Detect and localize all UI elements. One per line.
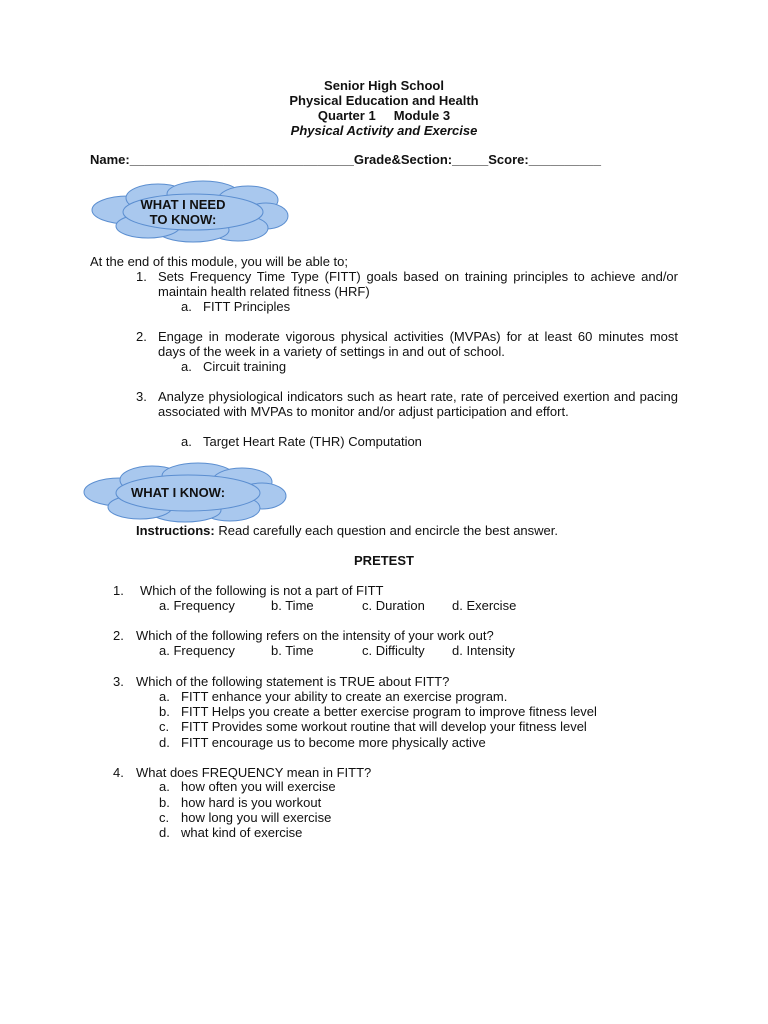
subject-title: Physical Education and Health bbox=[289, 93, 479, 108]
option[interactable]: d. Exercise bbox=[452, 598, 517, 613]
option[interactable]: d. Intensity bbox=[452, 643, 515, 658]
cloud-label-line1: WHAT I NEED bbox=[140, 197, 226, 212]
question-number: 3. bbox=[113, 674, 124, 689]
answer-options bbox=[0, 598, 768, 613]
option[interactable]: c. Duration bbox=[362, 598, 425, 613]
option[interactable]: b. Time bbox=[271, 643, 314, 658]
option-text[interactable]: how often you will exercise bbox=[181, 779, 336, 794]
question-number: 4. bbox=[113, 765, 124, 780]
question-number: 1. bbox=[113, 583, 124, 598]
answer-options bbox=[0, 643, 768, 658]
question-text: Which of the following is not a part of FITT bbox=[140, 583, 384, 598]
option-text[interactable]: how hard is you workout bbox=[181, 795, 322, 810]
option-text[interactable]: FITT enhance your ability to create an exercise program. bbox=[181, 689, 508, 704]
what-i-need-to-know-cloud bbox=[88, 180, 298, 250]
option-label: c. bbox=[159, 719, 170, 734]
objective-sub-label: a. bbox=[181, 299, 192, 314]
objective-sub-label: a. bbox=[181, 434, 192, 449]
quarter-module: Quarter 1 Module 3 bbox=[317, 108, 451, 123]
option-label: d. bbox=[159, 825, 170, 840]
option[interactable]: a. Frequency bbox=[159, 598, 235, 613]
instructions bbox=[136, 523, 558, 538]
question-number: 2. bbox=[113, 628, 124, 643]
option-label: d. bbox=[159, 735, 170, 750]
objective-text: Engage in moderate vigorous physical activities (MVPAs) for at least 60 minutes most days of the week in a variety of settings in and out of school. bbox=[158, 329, 678, 359]
option-label: a. bbox=[159, 779, 170, 794]
objective-number: 1. bbox=[136, 269, 147, 284]
option-label: b. bbox=[159, 704, 170, 719]
cloud-label-line2: TO KNOW: bbox=[149, 212, 217, 227]
option-text[interactable]: how long you will exercise bbox=[181, 810, 332, 825]
option[interactable]: a. Frequency bbox=[159, 643, 235, 658]
what-i-know-cloud bbox=[80, 460, 290, 530]
option-text[interactable]: FITT Provides some workout routine that will develop your fitness level bbox=[181, 719, 587, 734]
objective-number: 2. bbox=[136, 329, 147, 344]
objective-sub-text: Target Heart Rate (THR) Computation bbox=[203, 434, 422, 449]
objective-number: 3. bbox=[136, 389, 147, 404]
cloud-label: WHAT I KNOW: bbox=[130, 485, 226, 500]
option-text[interactable]: FITT Helps you create a better exercise program to improve fitness level bbox=[181, 704, 597, 719]
question-text: Which of the following refers on the intensity of your work out? bbox=[136, 628, 494, 643]
option-text[interactable]: FITT encourage us to become more physically active bbox=[181, 735, 486, 750]
option-label: b. bbox=[159, 795, 170, 810]
student-info-line: Name:_______________________________Grade&Section:_____Score:__________ bbox=[90, 152, 602, 167]
module-topic: Physical Activity and Exercise bbox=[290, 123, 478, 138]
option[interactable]: c. Difficulty bbox=[362, 643, 425, 658]
option-label: c. bbox=[159, 810, 170, 825]
option-label: a. bbox=[159, 689, 170, 704]
intro-text: At the end of this module, you will be able to; bbox=[90, 254, 348, 269]
module-header bbox=[0, 78, 768, 138]
objective-text: Sets Frequency Time Type (FITT) goals based on training principles to achieve and/or maintain health related fitness (HRF) bbox=[158, 269, 678, 299]
option-text[interactable]: what kind of exercise bbox=[181, 825, 303, 840]
instructions-label: Instructions: bbox=[136, 523, 215, 538]
option[interactable]: b. Time bbox=[271, 598, 314, 613]
pretest-title: PRETEST bbox=[354, 553, 414, 568]
objective-text: Analyze physiological indicators such as heart rate, rate of perceived exertion and pacing associated with MVPAs to monitor and/or adjust participation and effort. bbox=[158, 389, 678, 419]
objective-sub-text: FITT Principles bbox=[203, 299, 291, 314]
objective-sub-label: a. bbox=[181, 359, 192, 374]
school-level: Senior High School bbox=[324, 78, 444, 93]
instructions-text: Read carefully each question and encircle the best answer. bbox=[214, 523, 558, 538]
objective-sub-text: Circuit training bbox=[203, 359, 287, 374]
question-text: What does FREQUENCY mean in FITT? bbox=[136, 765, 372, 780]
question-text: Which of the following statement is TRUE about FITT? bbox=[136, 674, 450, 689]
